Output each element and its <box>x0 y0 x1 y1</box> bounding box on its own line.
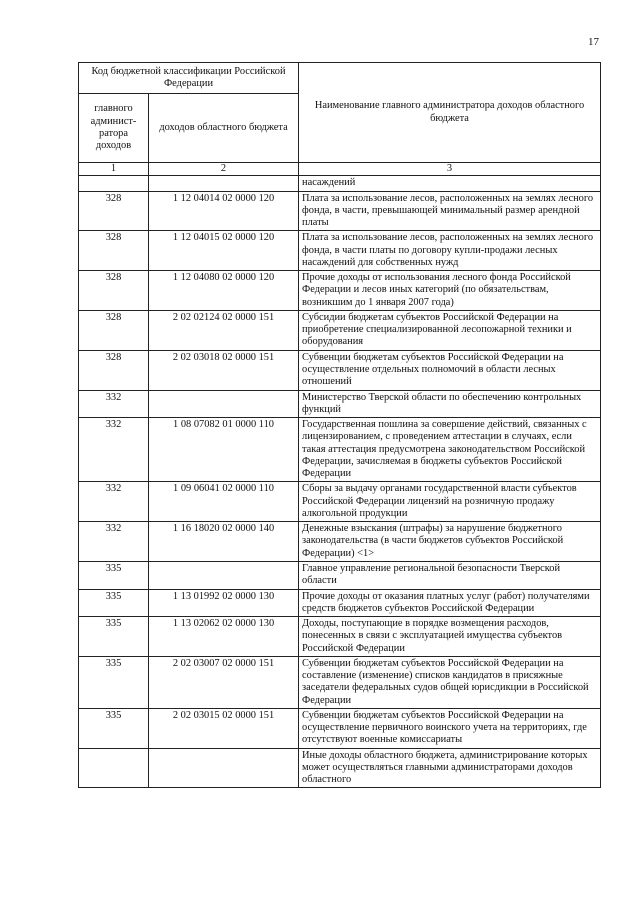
admin-code-cell: 332 <box>79 418 149 482</box>
name-cell: Иные доходы областного бюджета, администрирование которых может осуществляться главными администраторами доходов областного <box>299 748 601 788</box>
column-number-row <box>79 163 601 176</box>
table-row <box>79 561 601 589</box>
table-row <box>79 176 601 191</box>
name-cell: насаждений <box>299 176 601 191</box>
table-row <box>79 617 601 657</box>
name-cell: Субвенции бюджетам субъектов Российской Федерации на осуществление первичного воинского учета на территориях, где отсутствуют военные комиссариаты <box>299 708 601 748</box>
admin-code-cell: 328 <box>79 350 149 390</box>
admin-code-cell: 335 <box>79 589 149 617</box>
name-cell: Плата за использование лесов, расположенных на землях лесного фонда, в части платы по договору купли-продажи лесных насаждений для собственных нужд <box>299 231 601 271</box>
admin-code-cell: 332 <box>79 390 149 418</box>
income-code-cell: 1 12 04014 02 0000 120 <box>149 191 299 231</box>
admin-code-cell: 328 <box>79 231 149 271</box>
table-row <box>79 656 601 708</box>
table-row <box>79 522 601 562</box>
name-cell: Министерство Тверской области по обеспечению контрольных функций <box>299 390 601 418</box>
table-row <box>79 390 601 418</box>
admin-code-cell: 328 <box>79 310 149 350</box>
admin-code-cell: 335 <box>79 561 149 589</box>
page-number: 17 <box>588 36 599 48</box>
admin-code-cell: 335 <box>79 656 149 708</box>
income-code-cell: 2 02 03007 02 0000 151 <box>149 656 299 708</box>
admin-code-cell: 328 <box>79 191 149 231</box>
admin-code-cell: 332 <box>79 482 149 522</box>
column-number: 2 <box>149 163 299 176</box>
name-cell: Государственная пошлина за совершение действий, связанных с лицензированием, с проведением аттестации в случаях, если такая аттестация предусмотрена законодательством Российской Федерации, зачисляемая в бюджеты субъектов Российской Федерации <box>299 418 601 482</box>
income-code-cell: 1 12 04015 02 0000 120 <box>149 231 299 271</box>
income-code-cell: 1 13 02062 02 0000 130 <box>149 617 299 657</box>
income-code-cell: 1 09 06041 02 0000 110 <box>149 482 299 522</box>
income-code-cell: 2 02 03018 02 0000 151 <box>149 350 299 390</box>
table-row <box>79 482 601 522</box>
income-code-cell: 1 13 01992 02 0000 130 <box>149 589 299 617</box>
table-row <box>79 748 601 788</box>
income-code-cell <box>149 561 299 589</box>
table-row <box>79 310 601 350</box>
table-row <box>79 271 601 311</box>
admin-code-cell <box>79 748 149 788</box>
admin-code-cell: 335 <box>79 708 149 748</box>
header-name-column: Наименование главного администратора доходов областного бюджета <box>299 63 601 163</box>
table-row <box>79 350 601 390</box>
header-group-title: Код бюджетной классификации Российской Федерации <box>79 63 299 94</box>
header-income-column: доходов областного бюджета <box>149 94 299 163</box>
name-cell: Главное управление региональной безопасности Тверской области <box>299 561 601 589</box>
name-cell: Доходы, поступающие в порядке возмещения расходов, понесенных в связи с эксплуатацией имущества субъектов Российской Федерации <box>299 617 601 657</box>
admin-code-cell: 332 <box>79 522 149 562</box>
name-cell: Плата за использование лесов, расположенных на землях лесного фонда, в части, превышающей минимальный размер арендной платы <box>299 191 601 231</box>
admin-code-cell: 335 <box>79 617 149 657</box>
name-cell: Субвенции бюджетам субъектов Российской Федерации на осуществление отдельных полномочий в области лесных отношений <box>299 350 601 390</box>
income-code-cell <box>149 390 299 418</box>
income-code-cell: 1 12 04080 02 0000 120 <box>149 271 299 311</box>
table-row <box>79 708 601 748</box>
name-cell: Субсидии бюджетам субъектов Российской Федерации на приобретение специализированной лесопожарной техники и оборудования <box>299 310 601 350</box>
table-row <box>79 231 601 271</box>
header-row-top <box>79 63 601 94</box>
income-code-cell: 1 08 07082 01 0000 110 <box>149 418 299 482</box>
budget-classification-table <box>78 62 601 788</box>
table-row <box>79 418 601 482</box>
column-number: 1 <box>79 163 149 176</box>
admin-code-cell: 328 <box>79 271 149 311</box>
name-cell: Прочие доходы от использования лесного фонда Российской Федерации и лесов иных категорий (по обязательствам, возникшим до 1 января 2007 года) <box>299 271 601 311</box>
name-cell: Сборы за выдачу органами государственной власти субъектов Российской Федерации лицензий на розничную продажу алкогольной продукции <box>299 482 601 522</box>
name-cell: Прочие доходы от оказания платных услуг (работ) получателями средств бюджетов субъектов Российской Федерации <box>299 589 601 617</box>
column-number: 3 <box>299 163 601 176</box>
income-code-cell <box>149 176 299 191</box>
header-admin-column: главного админист-ратора доходов <box>79 94 149 163</box>
income-code-cell: 1 16 18020 02 0000 140 <box>149 522 299 562</box>
table-row <box>79 589 601 617</box>
income-code-cell: 2 02 03015 02 0000 151 <box>149 708 299 748</box>
name-cell: Денежные взыскания (штрафы) за нарушение бюджетного законодательства (в части бюджетов субъектов Российской Федерации) <1> <box>299 522 601 562</box>
income-code-cell: 2 02 02124 02 0000 151 <box>149 310 299 350</box>
income-code-cell <box>149 748 299 788</box>
table-row <box>79 191 601 231</box>
admin-code-cell <box>79 176 149 191</box>
name-cell: Субвенции бюджетам субъектов Российской Федерации на составление (изменение) списков кандидатов в присяжные заседатели федеральных судов общей юрисдикции в Российской Федерации <box>299 656 601 708</box>
